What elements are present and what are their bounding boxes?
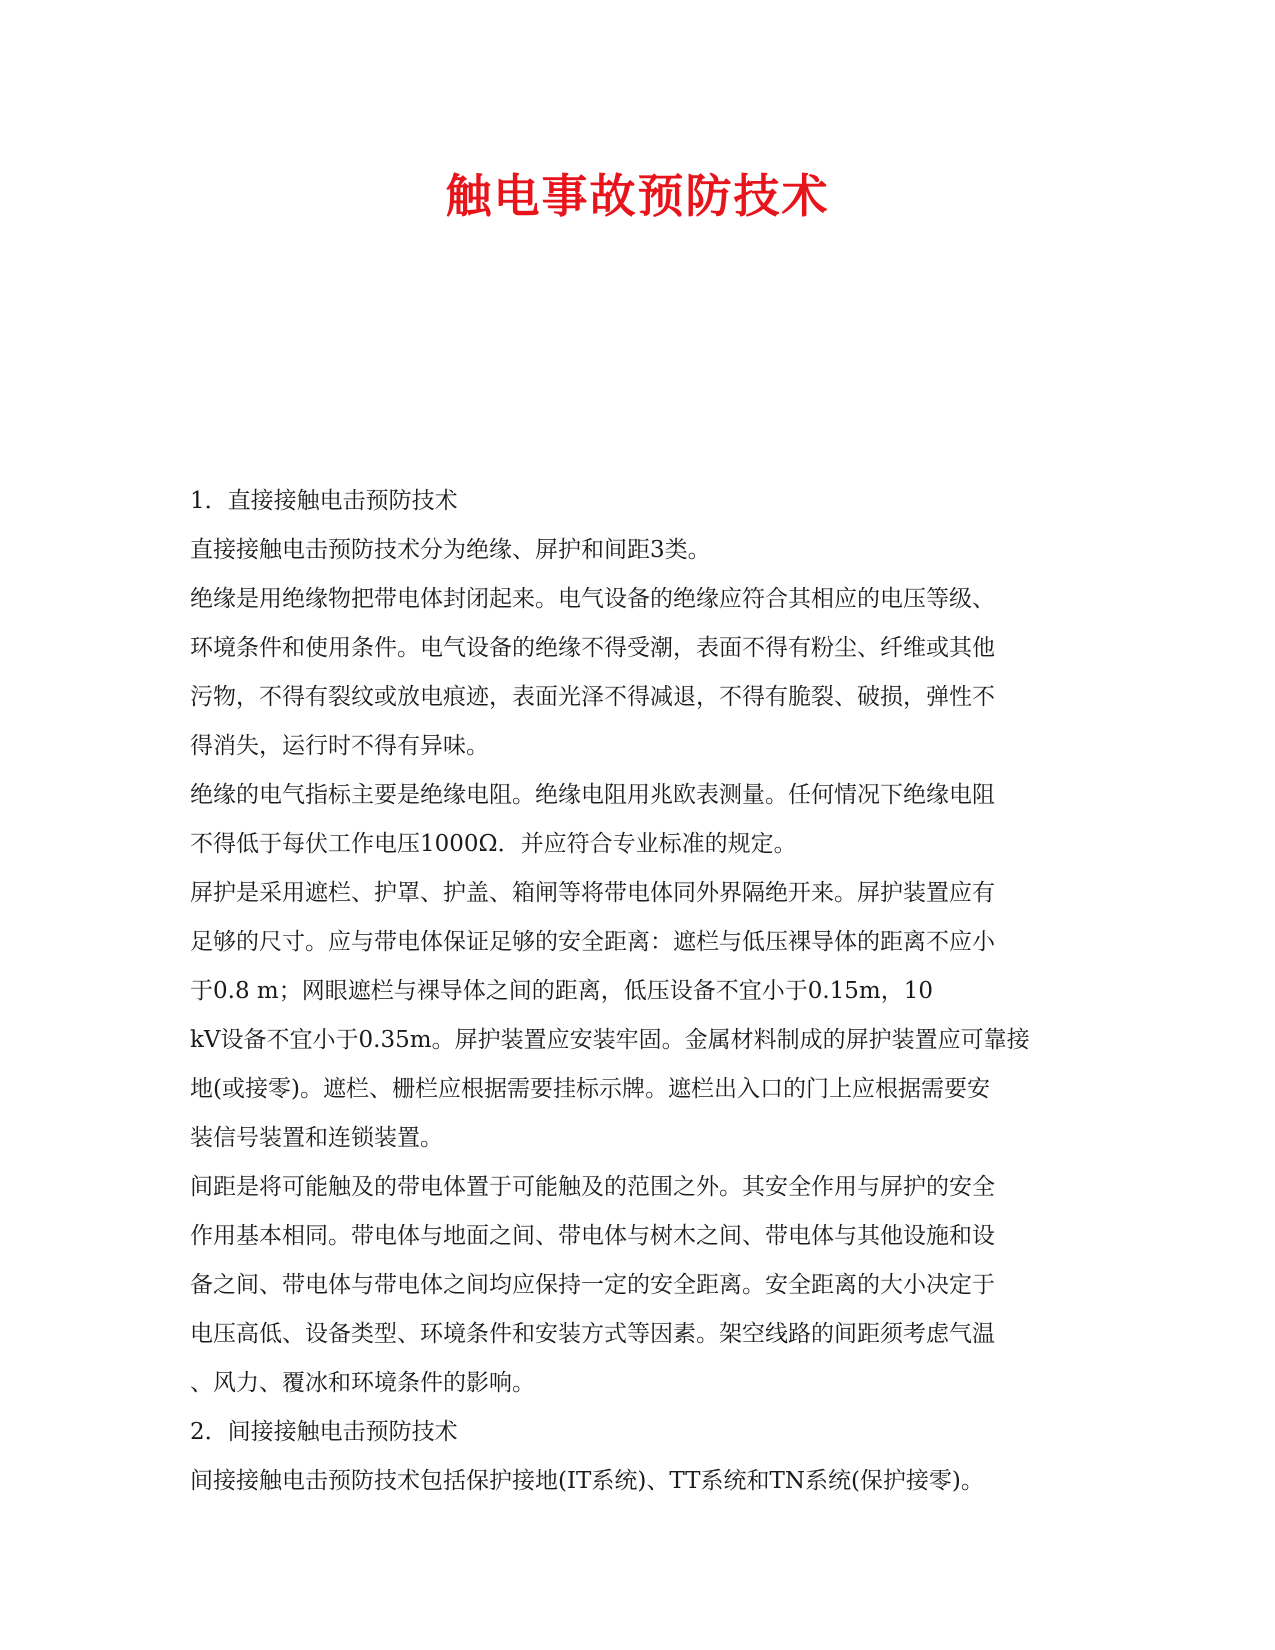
text-line: 间距是将可能触及的带电体置于可能触及的范围之外。其安全作用与屏护的安全 [190, 1174, 995, 1200]
document-title: 触电事故预防技术 [445, 169, 830, 223]
section-heading-2: 2．间接接触电击预防技术 [190, 1419, 458, 1445]
text-line: 作用基本相同。带电体与地面之间、带电体与树木之间、带电体与其他设施和设 [190, 1223, 995, 1249]
text-line: 于0.8 m；网眼遮栏与裸导体之间的距离，低压设备不宜小于0.15m，10 [190, 978, 933, 1004]
text-line: 绝缘的电气指标主要是绝缘电阻。绝缘电阻用兆欧表测量。任何情况下绝缘电阻 [190, 782, 995, 808]
text-line: 间接接触电击预防技术包括保护接地(IT系统)、TT系统和TN系统(保护接零)。 [190, 1468, 984, 1494]
text-line: 屏护是采用遮栏、护罩、护盖、箱闸等将带电体同外界隔绝开来。屏护装置应有 [190, 880, 995, 906]
text-line: kV设备不宜小于0.35m。屏护装置应安装牢固。金属材料制成的屏护装置应可靠接 [190, 1027, 1030, 1053]
text-line: 直接接触电击预防技术分为绝缘、屏护和间距3类。 [190, 537, 711, 563]
text-line: 环境条件和使用条件。电气设备的绝缘不得受潮，表面不得有粉尘、纤维或其他 [190, 635, 995, 661]
text-line: 、风力、覆冰和环境条件的影响。 [190, 1370, 535, 1396]
text-line: 地(或接零)。遮栏、栅栏应根据需要挂标示牌。遮栏出入口的门上应根据需要安 [190, 1076, 990, 1102]
section-heading-1: 1．直接接触电击预防技术 [190, 488, 458, 514]
document-body [190, 477, 1090, 1506]
text-line: 装信号装置和连锁装置。 [190, 1125, 443, 1151]
text-line: 绝缘是用绝缘物把带电体封闭起来。电气设备的绝缘应符合其相应的电压等级、 [190, 586, 995, 612]
text-line: 不得低于每伏工作电压1000Ω．并应符合专业标准的规定。 [190, 831, 797, 857]
text-line: 得消失，运行时不得有异味。 [190, 733, 489, 759]
text-line: 污物，不得有裂纹或放电痕迹，表面光泽不得减退，不得有脆裂、破损，弹性不 [190, 684, 995, 710]
text-line: 备之间、带电体与带电体之间均应保持一定的安全距离。安全距离的大小决定于 [190, 1272, 995, 1298]
text-line: 足够的尺寸。应与带电体保证足够的安全距离：遮栏与低压裸导体的距离不应小 [190, 929, 995, 955]
text-line: 电压高低、设备类型、环境条件和安装方式等因素。架空线路的间距须考虑气温 [190, 1321, 995, 1347]
